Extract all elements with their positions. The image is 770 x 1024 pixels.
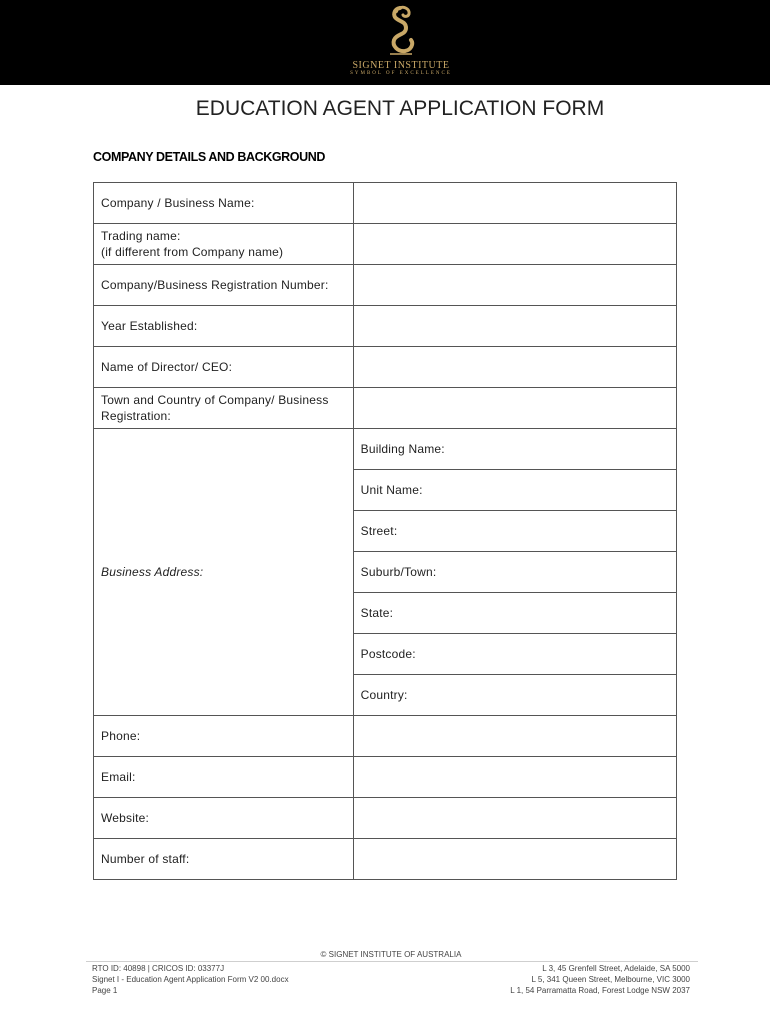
phone-field[interactable] (353, 716, 676, 757)
table-row (94, 388, 677, 429)
country-field[interactable]: Country: (353, 675, 676, 716)
logo (0, 0, 770, 85)
email-label: Email: (94, 757, 354, 798)
street-field[interactable]: Street: (353, 511, 676, 552)
footer-doc-name: Signet I - Education Agent Application Form V2 00.docx (92, 975, 289, 984)
footer-left (92, 963, 289, 996)
postcode-field[interactable]: Postcode: (353, 634, 676, 675)
suburb-town-field[interactable]: Suburb/Town: (353, 552, 676, 593)
registration-number-field[interactable] (353, 265, 676, 306)
logo-tagline: SYMBOL OF EXCELLENCE (350, 71, 452, 76)
table-row (94, 183, 677, 224)
table-row (94, 839, 677, 880)
table-row (94, 757, 677, 798)
seahorse-logo-icon (384, 4, 418, 58)
trading-name-field[interactable] (353, 224, 676, 265)
trading-name-label-line1: Trading name: (101, 229, 181, 243)
business-address-label: Business Address: (94, 429, 354, 716)
year-established-field[interactable] (353, 306, 676, 347)
website-field[interactable] (353, 798, 676, 839)
footer-page-number: Page 1 (92, 986, 118, 995)
footer-divider (86, 961, 698, 962)
section-heading: COMPANY DETAILS AND BACKGROUND (93, 150, 325, 164)
website-label: Website: (94, 798, 354, 839)
company-details-table (93, 182, 677, 880)
table-row (94, 347, 677, 388)
footer-address-melbourne: L 5, 341 Queen Street, Melbourne, VIC 3000 (531, 975, 690, 984)
town-country-label (94, 388, 354, 429)
trading-name-label (94, 224, 354, 265)
form-title: EDUCATION AGENT APPLICATION FORM (195, 97, 605, 120)
year-established-label: Year Established: (94, 306, 354, 347)
table-row (94, 224, 677, 265)
registration-number-label: Company/Business Registration Number: (94, 265, 354, 306)
footer-address-adelaide: L 3, 45 Grenfell Street, Adelaide, SA 5000 (542, 964, 690, 973)
unit-name-field[interactable]: Unit Name: (353, 470, 676, 511)
building-name-field[interactable]: Building Name: (353, 429, 676, 470)
footer-address-forest-lodge: L 1, 54 Parramatta Road, Forest Lodge NSW 2037 (510, 986, 690, 995)
staff-count-field[interactable] (353, 839, 676, 880)
phone-label: Phone: (94, 716, 354, 757)
logo-name: SIGNET INSTITUTE (352, 60, 450, 71)
footer-right (510, 963, 690, 996)
table-row (94, 716, 677, 757)
table-row (94, 429, 677, 470)
town-country-label-line1: Town and Country of Company/ Business (101, 393, 329, 407)
town-country-field[interactable] (353, 388, 676, 429)
company-name-label: Company / Business Name: (94, 183, 354, 224)
email-field[interactable] (353, 757, 676, 798)
town-country-label-line2: Registration: (101, 409, 171, 423)
director-label: Name of Director/ CEO: (94, 347, 354, 388)
director-field[interactable] (353, 347, 676, 388)
state-field[interactable]: State: (353, 593, 676, 634)
trading-name-label-line2: (if different from Company name) (101, 245, 284, 259)
footer-rto: RTO ID: 40898 | CRICOS ID: 03377J (92, 964, 225, 973)
table-row (94, 798, 677, 839)
table-row (94, 265, 677, 306)
table-row (94, 306, 677, 347)
footer-copyright: © SIGNET INSTITUTE OF AUSTRALIA (320, 950, 462, 959)
company-name-field[interactable] (353, 183, 676, 224)
staff-count-label: Number of staff: (94, 839, 354, 880)
